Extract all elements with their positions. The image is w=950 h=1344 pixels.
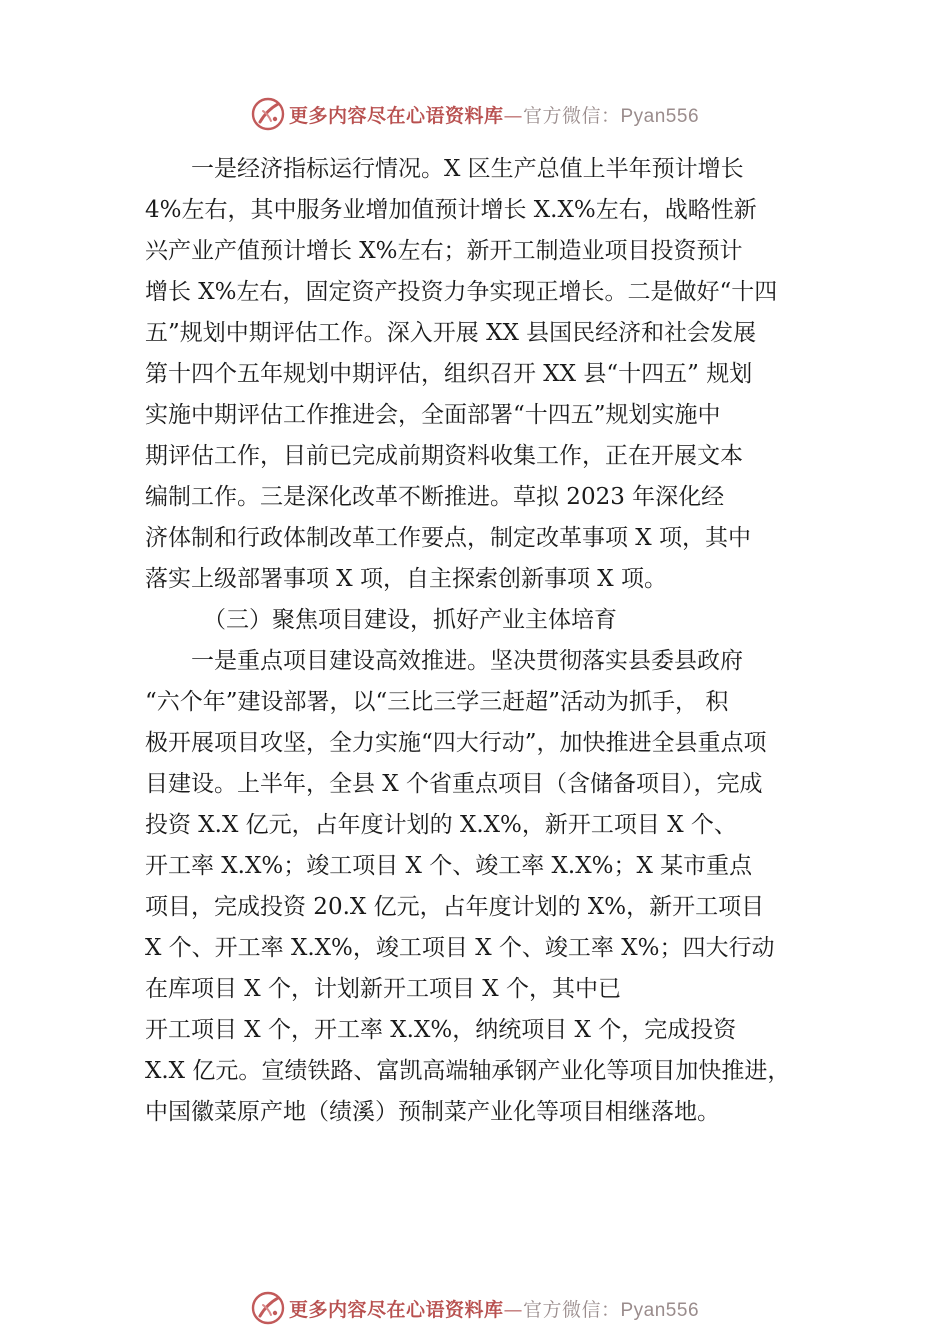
body-line: 目建设。上半年，全县 X 个省重点项目（含储备项目），完成 bbox=[145, 771, 763, 797]
body-line: 开工项目 X 个，开工率 X.X%，纳统项目 X 个，完成投资 bbox=[145, 1017, 737, 1043]
body-line: 五”规划中期评估工作。深入开展 XX 县国民经济和社会发展 bbox=[145, 320, 757, 346]
watermark-contact-label: 官方微信： bbox=[522, 1298, 621, 1321]
brush-logo-icon bbox=[251, 1291, 285, 1325]
body-line: 4%左右，其中服务业增加值预计增长 X.X%左右，战略性新 bbox=[145, 197, 757, 223]
body-line: 中国徽菜原产地（绩溪）预制菜产业化等项目相继落地。 bbox=[145, 1099, 720, 1125]
body-line: X 个、开工率 X.X%，竣工项目 X 个、竣工率 X%；四大行动 bbox=[145, 935, 775, 961]
watermark-contact-id: Pyan556 bbox=[620, 105, 700, 127]
body-line: 实施中期评估工作推进会，全面部署“十四五”规划实施中 bbox=[145, 402, 721, 428]
section-heading: （三）聚焦项目建设，抓好产业主体培育 bbox=[203, 607, 617, 633]
header-watermark bbox=[0, 94, 950, 134]
body-line: “六个年”建设部署，以“三比三学三赶超”活动为抓手， 积 bbox=[145, 689, 729, 715]
watermark-contact-id: Pyan556 bbox=[620, 1299, 700, 1321]
body-line: 一是重点项目建设高效推进。坚决贯彻落实县委县政府 bbox=[191, 648, 743, 674]
footer-watermark bbox=[0, 1288, 950, 1328]
body-line: 项目，完成投资 20.X 亿元，占年度计划的 X%，新开工项目 bbox=[145, 894, 765, 920]
watermark-brand: 更多内容尽在心语资料库 bbox=[288, 104, 504, 127]
document-body bbox=[145, 149, 820, 1133]
body-line: 济体制和行政体制改革工作要点，制定改革事项 X 项，其中 bbox=[145, 525, 751, 551]
watermark-brand: 更多内容尽在心语资料库 bbox=[288, 1298, 504, 1321]
body-line: X.X 亿元。宣绩铁路、富凯高端轴承钢产业化等项目加快推进， bbox=[145, 1058, 791, 1084]
body-line: 增长 X%左右，固定资产投资力争实现正增长。二是做好“十四 bbox=[145, 279, 778, 305]
watermark-separator: — bbox=[503, 1298, 523, 1321]
body-line: 一是经济指标运行情况。X 区生产总值上半年预计增长 bbox=[191, 156, 744, 182]
brush-logo-icon bbox=[251, 97, 285, 131]
body-line: 编制工作。三是深化改革不断推进。草拟 2023 年深化经 bbox=[145, 484, 725, 510]
watermark-contact-label: 官方微信： bbox=[522, 104, 621, 127]
body-line: 投资 X.X 亿元，占年度计划的 X.X%，新开工项目 X 个、 bbox=[145, 812, 737, 838]
body-line: 落实上级部署事项 X 项，自主探索创新事项 X 项。 bbox=[145, 566, 667, 592]
body-line: 在库项目 X 个，计划新开工项目 X 个，其中已 bbox=[145, 976, 621, 1002]
body-line: 期评估工作，目前已完成前期资料收集工作，正在开展文本 bbox=[145, 443, 743, 469]
body-line: 兴产业产值预计增长 X%左右；新开工制造业项目投资预计 bbox=[145, 238, 743, 264]
body-line: 极开展项目攻坚，全力实施“四大行动”，加快推进全县重点项 bbox=[145, 730, 767, 756]
body-line: 第十四个五年规划中期评估，组织召开 XX 县“十四五” 规划 bbox=[145, 361, 753, 387]
body-line: 开工率 X.X%；竣工项目 X 个、竣工率 X.X%；X 某市重点 bbox=[145, 853, 753, 879]
watermark-separator: — bbox=[503, 104, 523, 127]
